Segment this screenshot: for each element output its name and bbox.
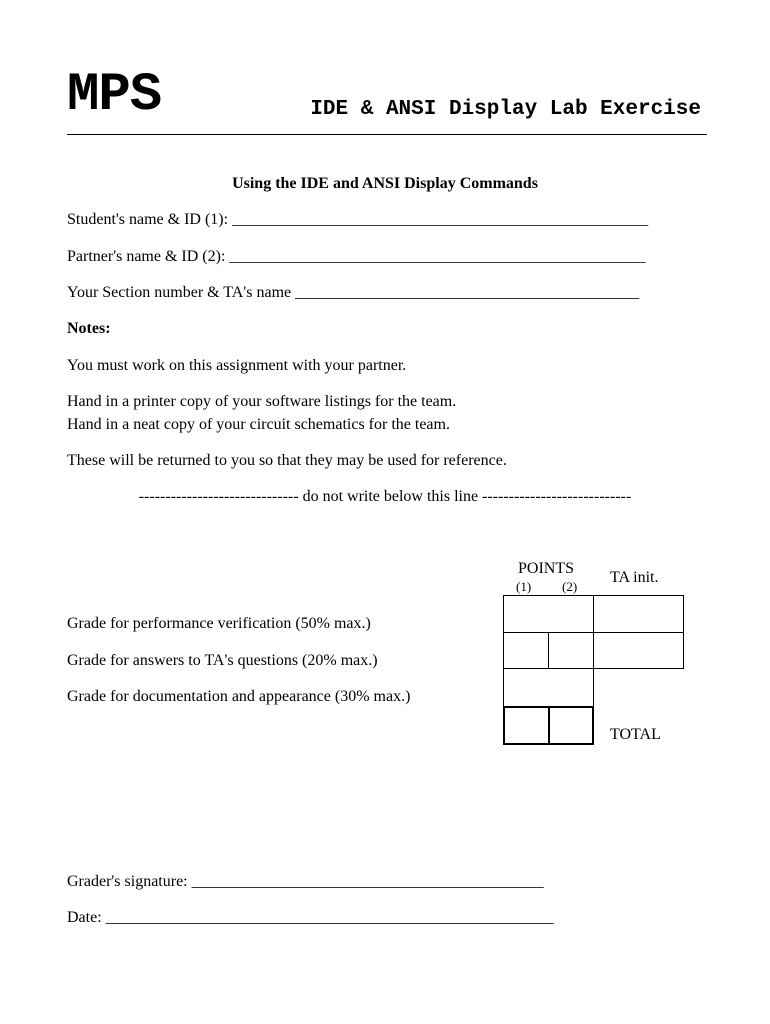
total-box-2[interactable] [548, 706, 594, 745]
total-box-1[interactable] [503, 706, 550, 745]
points-col1-label: (1) [516, 579, 532, 594]
form-heading: Using the IDE and ANSI Display Commands [232, 175, 538, 192]
points-box-questions-2[interactable] [548, 632, 594, 669]
points-col2-label: (2) [562, 579, 578, 594]
points-box-documentation[interactable] [503, 668, 594, 707]
notes-label: Notes: [67, 320, 111, 337]
note-partner: You must work on this assignment with your partner. [67, 357, 407, 374]
partner-name-field[interactable]: Partner's name & ID (2): ____________________________________________________ [67, 248, 646, 265]
note-listings: Hand in a printer copy of your software listings for the team. [67, 393, 457, 410]
lab-title: IDE & ANSI Display Lab Exercise [310, 98, 701, 121]
header-rule [67, 134, 707, 135]
points-box-performance[interactable] [503, 595, 594, 633]
do-not-write-divider: ------------------------------ do not write below this line ---------------------------- [138, 488, 632, 505]
total-label: TOTAL [610, 726, 661, 743]
ta-init-box-performance[interactable] [593, 595, 684, 633]
points-label: POINTS [518, 560, 575, 577]
ta-init-box-questions[interactable] [593, 632, 684, 669]
section-ta-field[interactable]: Your Section number & TA's name ___________________________________________ [67, 284, 640, 301]
grade-row-questions: Grade for answers to TA's questions (20% max.) [67, 652, 378, 669]
note-schematics: Hand in a neat copy of your circuit schematics for the team. [67, 416, 450, 433]
ta-init-label: TA init. [610, 569, 659, 586]
note-returned: These will be returned to you so that they may be used for reference. [67, 452, 507, 469]
grade-row-documentation: Grade for documentation and appearance (30% max.) [67, 688, 411, 705]
grader-signature-field[interactable]: Grader's signature: ____________________________________________ [67, 873, 544, 890]
logo: MPS [67, 65, 162, 126]
grade-row-performance: Grade for performance verification (50% max.) [67, 615, 371, 632]
student-name-field[interactable]: Student's name & ID (1): ____________________________________________________ [67, 211, 649, 228]
points-box-questions-1[interactable] [503, 632, 549, 669]
date-field[interactable]: Date: ________________________________________________________ [67, 909, 554, 926]
